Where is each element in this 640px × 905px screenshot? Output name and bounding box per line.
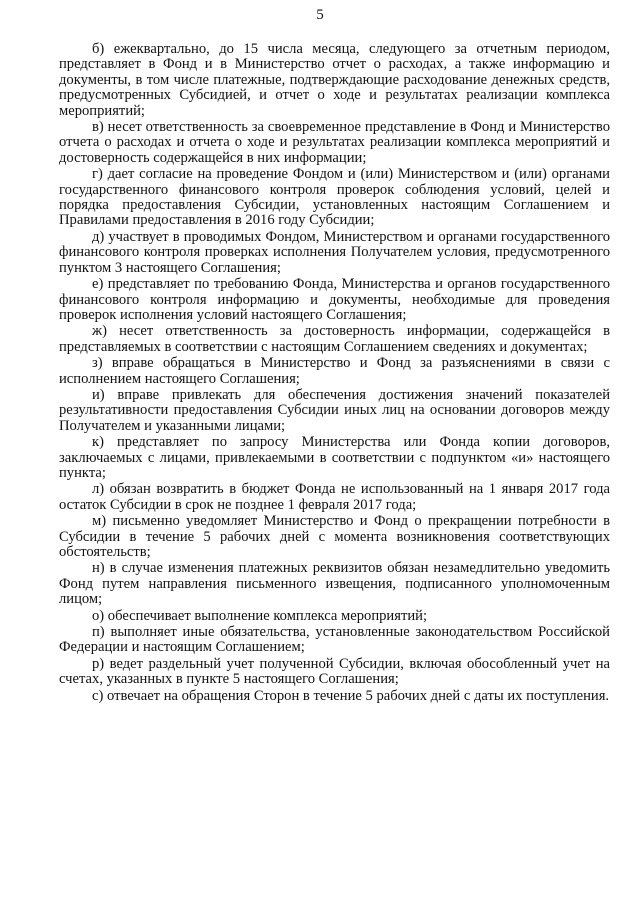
- document-body: [59, 42, 610, 705]
- paragraph-l: л) обязан возвратить в бюджет Фонда не использованный на 1 января 2017 года остаток Субсидии в срок не позднее 1 февраля 2017 года;: [59, 481, 610, 513]
- page-number: 5: [316, 7, 324, 23]
- paragraph-n: н) в случае изменения платежных реквизитов обязан незамедлительно уведомить Фонд путем направления письменного извещения, подписанного уполномоченным лицом;: [59, 560, 610, 608]
- paragraph-o: о) обеспечивает выполнение комплекса мероприятий;: [92, 607, 427, 624]
- paragraph-e: е) представляет по требованию Фонда, Министерства и органов государственного финансового контроля информацию и документы, необходимые для проведения проверок исполнения условий настоящего Соглашения;: [59, 276, 610, 323]
- paragraph-i: и) вправе привлекать для обеспечения достижения значений показателей результативности предоставления Субсидии иных лиц на основании договоров между Получателем и указанными лицами;: [59, 386, 610, 434]
- paragraph-v: в) несет ответственность за своевременное представление в Фонд и Министерство отчета о расходах и отчета о ходе и результатах реализации комплекса мероприятий и достоверность содержащейся в них информации;: [59, 119, 610, 166]
- paragraph-m: м) письменно уведомляет Министерство и Фонд о прекращении потребности в Субсидии в течение 5 рабочих дней с момента возникновения соответствующих обстоятельств;: [59, 513, 610, 560]
- paragraph-p: п) выполняет иные обязательства, установленные законодательством Российской Федерации и настоящим Соглашением;: [59, 624, 610, 656]
- paragraph-z: з) вправе обращаться в Министерство и Фонд за разъяснениями в связи с исполнением настоящего Соглашения;: [59, 355, 610, 387]
- paragraph-r: р) ведет раздельный учет полученной Субсидии, включая обособленный учет на счетах, указанных в пункте 5 настоящего Соглашения;: [59, 655, 610, 688]
- paragraph-k: к) представляет по запросу Министерства или Фонда копии договоров, заключаемых с лицами, привлекаемыми в соответствии с подпунктом «и» настоящего пункта;: [59, 434, 610, 481]
- paragraph-b: б) ежеквартально, до 15 числа месяца, следующего за отчетным периодом, представляет в Фонд и в Министерство отчет о расходах, а также информацию и документы, в том числе платежные, подтверждающие расходование денежных средств, предусмотренных Субсидией, и отчет о ходе и результатах реализации комплекса мероприятий;: [59, 41, 610, 119]
- paragraph-s: с) отвечает на обращения Сторон в течение 5 рабочих дней с даты их поступления.: [92, 687, 610, 704]
- paragraph-zh: ж) несет ответственность за достоверность информации, содержащейся в представляемых в соответствии с настоящим Соглашением сведениях и документах;: [59, 323, 610, 355]
- paragraph-d: д) участвует в проводимых Фондом, Министерством и органами государственного финансового контроля проверках исполнения Получателем условия, предусмотренного пунктом 3 настоящего Соглашения;: [59, 228, 610, 276]
- paragraph-g: г) дает согласие на проведение Фондом и (или) Министерством и (или) органами государственного финансового контроля проверок соблюдения условий, целей и порядка предоставления Субсидии, установленных настоящим Соглашением и Правилами предоставления в 2016 году Субсидии;: [59, 166, 610, 229]
